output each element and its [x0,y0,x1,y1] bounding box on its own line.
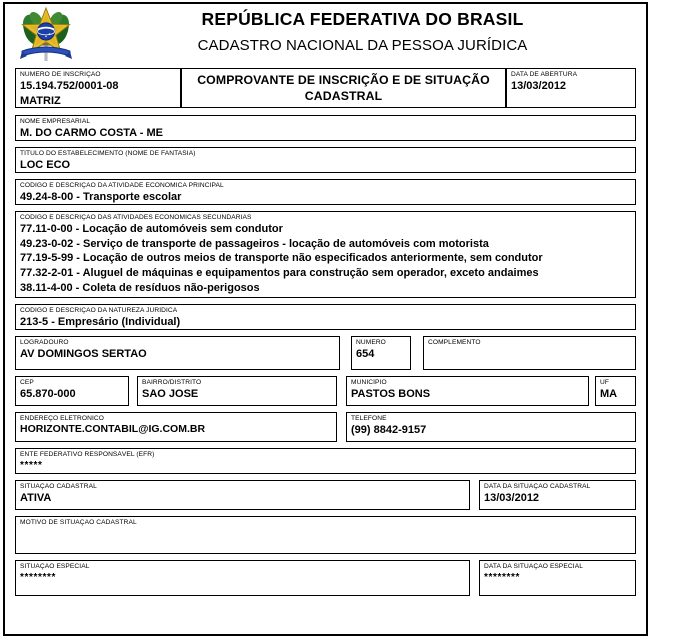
page-subtitle: CADASTRO NACIONAL DA PESSOA JURÍDICA [197,37,528,55]
label-data-situacao-cadastral: DATA DA SITUAÇÃO CADASTRAL [484,483,591,490]
field-cep [15,376,129,406]
label-municipio: MUNICÍPIO [351,379,387,386]
label-motivo-situacao: MOTIVO DE SITUAÇÃO CADASTRAL [20,519,137,526]
value-telefone: (99) 8842-9157 [351,424,427,437]
label-complemento: COMPLEMENTO [428,339,481,346]
field-data-abertura [506,68,636,108]
value-nome-fantasia: LOC ECO [20,159,71,172]
row-atividades-secundarias [15,211,636,298]
row-nome-fantasia [15,147,636,173]
row-situacao-cadastral [15,480,636,510]
label-numero: NÚMERO [356,339,386,346]
atividade-secundaria-item: 49.23-0-02 - Serviço de transporte de passageiros - locação de automóveis com motorista [20,237,489,250]
row-atividade-principal [15,179,636,205]
label-nome-fantasia: TÍTULO DO ESTABELECIMENTO (NOME DE FANTASIA) [20,150,196,157]
value-numero: 654 [356,348,375,361]
field-bairro [137,376,337,406]
value-efr: ***** [20,460,43,472]
label-natureza-juridica: CÓDIGO E DESCRIÇÃO DA NATUREZA JURÍDICA [20,307,178,314]
label-logradouro: LOGRADOURO [20,339,69,346]
label-bairro: BAIRRO/DISTRITO [142,379,202,386]
label-cep: CEP [20,379,34,386]
value-tipo-inscricao: MATRIZ [20,94,61,107]
row-contato [15,412,636,442]
row-natureza-juridica [15,304,636,330]
page-title: REPÚBLICA FEDERATIVA DO BRASIL [201,9,524,29]
label-atividades-secundarias: CÓDIGO E DESCRIÇÃO DAS ATIVIDADES ECONÔMICAS SECUNDÁRIAS [20,214,252,221]
label-atividade-principal: CÓDIGO E DESCRIÇÃO DA ATIVIDADE ECONÔMICA PRINCIPAL [20,182,224,189]
field-efr [15,448,636,474]
identification-strip [15,68,636,108]
row-endereco [15,336,636,370]
label-uf: UF [600,379,609,386]
cnpj-certificate-page [3,2,648,636]
value-uf: MA [600,388,618,401]
label-situacao-cadastral: SITUAÇÃO CADASTRAL [20,483,97,490]
label-telefone: TELEFONE [351,415,387,422]
row-efr [15,448,636,474]
field-atividade-principal [15,179,636,205]
field-situacao-cadastral [15,480,470,510]
atividade-secundaria-item: 38.11-4-00 - Coleta de resíduos não-perigosos [20,281,260,294]
label-data-situacao-especial: DATA DA SITUAÇÃO ESPECIAL [484,563,583,570]
value-logradouro: AV DOMINGOS SERTAO [20,348,147,361]
field-natureza-juridica [15,304,636,330]
field-motivo-situacao [15,516,636,554]
value-nome-empresarial: M. DO CARMO COSTA - ME [20,127,163,140]
document-title: COMPROVANTE DE INSCRIÇÃO E DE SITUAÇÃO CADASTRAL [197,72,490,103]
value-data-abertura: 13/03/2012 [511,80,567,93]
field-numero-inscricao [15,68,181,108]
label-situacao-especial: SITUAÇÃO ESPECIAL [20,563,90,570]
atividade-secundaria-item: 77.11-0-00 - Locação de automóveis sem condutor [20,223,283,236]
document-header [5,4,646,68]
value-situacao-cadastral: ATIVA [20,492,52,505]
label-efr: ENTE FEDERATIVO RESPONSÁVEL (EFR) [20,451,155,458]
field-nome-fantasia [15,147,636,173]
header-titles [85,6,640,58]
value-atividade-principal: 49.24-8-00 - Transporte escolar [20,191,182,204]
brazil-coat-of-arms-icon [19,7,73,65]
value-data-situacao-especial: ******** [484,572,520,584]
field-document-title [181,68,506,108]
value-data-situacao-cadastral: 13/03/2012 [484,492,540,505]
atividade-secundaria-item: 77.19-5-99 - Locação de outros meios de transporte não especificados anteriormente, sem condutor [20,252,543,265]
value-situacao-especial: ******** [20,572,56,584]
field-complemento [423,336,636,370]
value-numero-inscricao: 15.194.752/0001-08 [20,80,119,93]
value-municipio: PASTOS BONS [351,388,431,401]
field-numero [351,336,411,370]
field-municipio [346,376,589,406]
value-endereco-eletronico: HORIZONTE.CONTABIL@IG.COM.BR [20,423,206,436]
field-data-situacao-especial [479,560,636,596]
value-natureza-juridica: 213-5 - Empresário (Individual) [20,316,181,329]
field-endereco-eletronico [15,412,337,442]
field-telefone [346,412,636,442]
row-motivo-situacao [15,516,636,554]
field-uf [595,376,636,406]
value-bairro: SAO JOSE [142,388,199,401]
field-data-situacao-cadastral [479,480,636,510]
row-situacao-especial [15,560,636,596]
field-logradouro [15,336,340,370]
row-nome-empresarial [15,115,636,141]
label-endereco-eletronico: ENDEREÇO ELETRÔNICO [20,415,104,422]
value-cep: 65.870-000 [20,388,76,401]
field-atividades-secundarias [15,211,636,298]
atividade-secundaria-item: 77.32-2-01 - Aluguel de máquinas e equipamentos para construção sem operador, exceto andaimes [20,267,539,280]
label-numero-inscricao: NÚMERO DE INSCRIÇÃO [20,71,101,78]
field-nome-empresarial [15,115,636,141]
field-situacao-especial [15,560,470,596]
label-data-abertura: DATA DE ABERTURA [511,71,578,78]
label-nome-empresarial: NOME EMPRESARIAL [20,118,91,125]
row-cep-municipio [15,376,636,406]
